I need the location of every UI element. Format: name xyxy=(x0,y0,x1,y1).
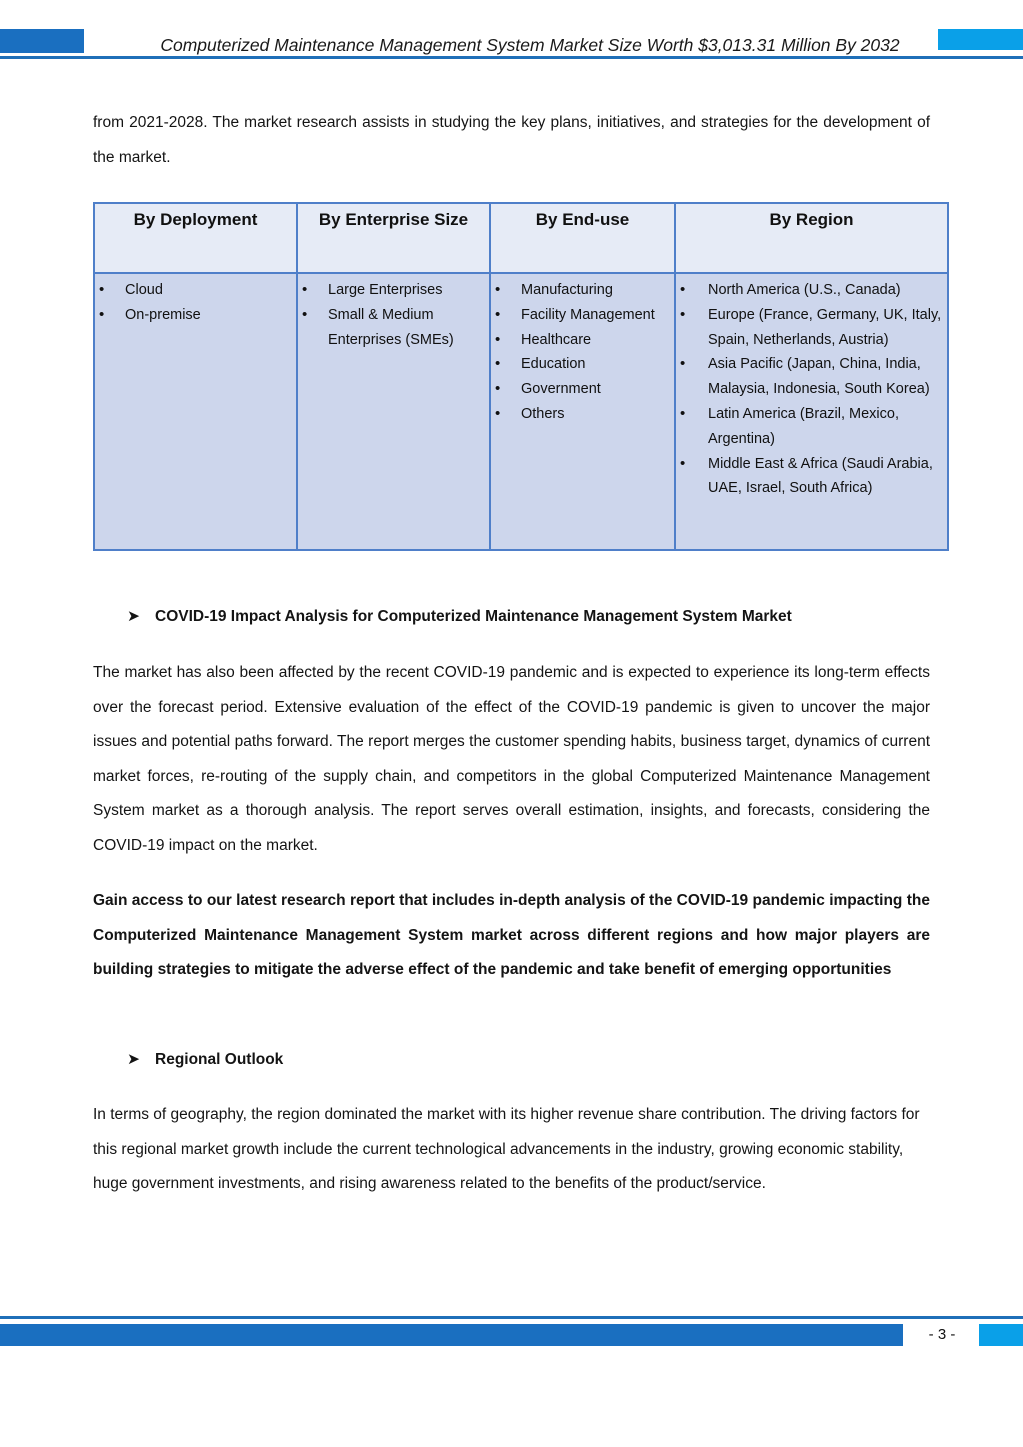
enterprise-size-list xyxy=(298,274,489,352)
deployment-cell xyxy=(94,273,297,550)
enterprise-size-cell xyxy=(297,273,490,550)
footer-accent-block xyxy=(979,1324,1023,1346)
end-use-list xyxy=(491,274,674,427)
header-accent-block-left xyxy=(0,29,84,53)
list-item: • Education xyxy=(491,352,674,377)
covid-body-paragraph: The market has also been affected by the recent COVID-19 pandemic and is expected to experience its long-term effects over the forecast period. Extensive evaluation of the effect of the COVID-19 pandemic is given to uncover the major issues and potential paths forward. The report merges the customer spending habits, business target, dynamics of current market forces, re-routing of the supply chain, and competitors in the global Computerized Maintenance Management System market as a thorough analysis. The report serves overall estimation, insights, and forecasts, considering the COVID-19 impact on the market. xyxy=(93,664,930,854)
list-item: • Europe (France, Germany, UK, Italy, Spain, Netherlands, Austria) xyxy=(676,303,947,353)
list-item: • Government xyxy=(491,377,674,402)
regional-section-heading xyxy=(127,1050,283,1069)
deployment-list xyxy=(95,274,296,328)
covid-heading-text: COVID-19 Impact Analysis for Computerized Maintenance Management System Market xyxy=(155,608,792,625)
page-number: - 3 - xyxy=(928,1326,956,1343)
table-body-row xyxy=(94,273,948,550)
header-rule xyxy=(0,56,1023,59)
regional-body-paragraph: In terms of geography, the region dominated the market with its higher revenue share contribution. The driving factors for this regional market growth include the current technological advancements in the industry, growing economic stability, huge government investments, and rising awareness related to the benefits of the product/service. xyxy=(93,1106,920,1193)
table-header-row xyxy=(94,203,948,273)
region-list xyxy=(676,274,947,501)
arrow-bullet-icon: ➤ xyxy=(127,608,140,625)
segmentation-table xyxy=(93,202,949,551)
covid-section-heading xyxy=(127,607,792,626)
list-item: • North America (U.S., Canada) xyxy=(676,278,947,303)
list-item: • On-premise xyxy=(95,303,296,328)
footer-rule xyxy=(0,1316,1023,1319)
list-item: • Others xyxy=(491,402,674,427)
header-title: Computerized Maintenance Management System Market Size Worth $3,013.31 Million By 2032 xyxy=(160,35,900,55)
list-item: • Latin America (Brazil, Mexico, Argentina) xyxy=(676,402,947,452)
list-item: • Manufacturing xyxy=(491,278,674,303)
list-item: • Large Enterprises xyxy=(298,278,489,303)
list-item: • Small & Medium Enterprises (SMEs) xyxy=(298,303,489,353)
list-item: • Asia Pacific (Japan, China, India, Malaysia, Indonesia, South Korea) xyxy=(676,352,947,402)
list-item: • Healthcare xyxy=(491,328,674,353)
list-item: • Middle East & Africa (Saudi Arabia, UAE, Israel, South Africa) xyxy=(676,452,947,502)
header-end-use: By End-use xyxy=(490,203,675,273)
region-cell xyxy=(675,273,948,550)
footer-accent-bar xyxy=(0,1324,903,1346)
list-item: • Facility Management xyxy=(491,303,674,328)
covid-cta-paragraph: Gain access to our latest research report that includes in-depth analysis of the COVID-19 pandemic impacting the Computerized Maintenance Management System market across different regions and how major players are building strategies to mitigate the adverse effect of the pandemic and take benefit of emerging opportunities xyxy=(93,892,930,979)
list-item: • Cloud xyxy=(95,278,296,303)
regional-heading-text: Regional Outlook xyxy=(155,1051,284,1068)
end-use-cell xyxy=(490,273,675,550)
arrow-bullet-icon: ➤ xyxy=(127,1051,140,1068)
header-region: By Region xyxy=(675,203,948,273)
header-enterprise-size: By Enterprise Size xyxy=(297,203,490,273)
header-deployment: By Deployment xyxy=(94,203,297,273)
intro-paragraph: from 2021-2028. The market research assists in studying the key plans, initiatives, and strategies for the development of the market. xyxy=(93,114,930,166)
